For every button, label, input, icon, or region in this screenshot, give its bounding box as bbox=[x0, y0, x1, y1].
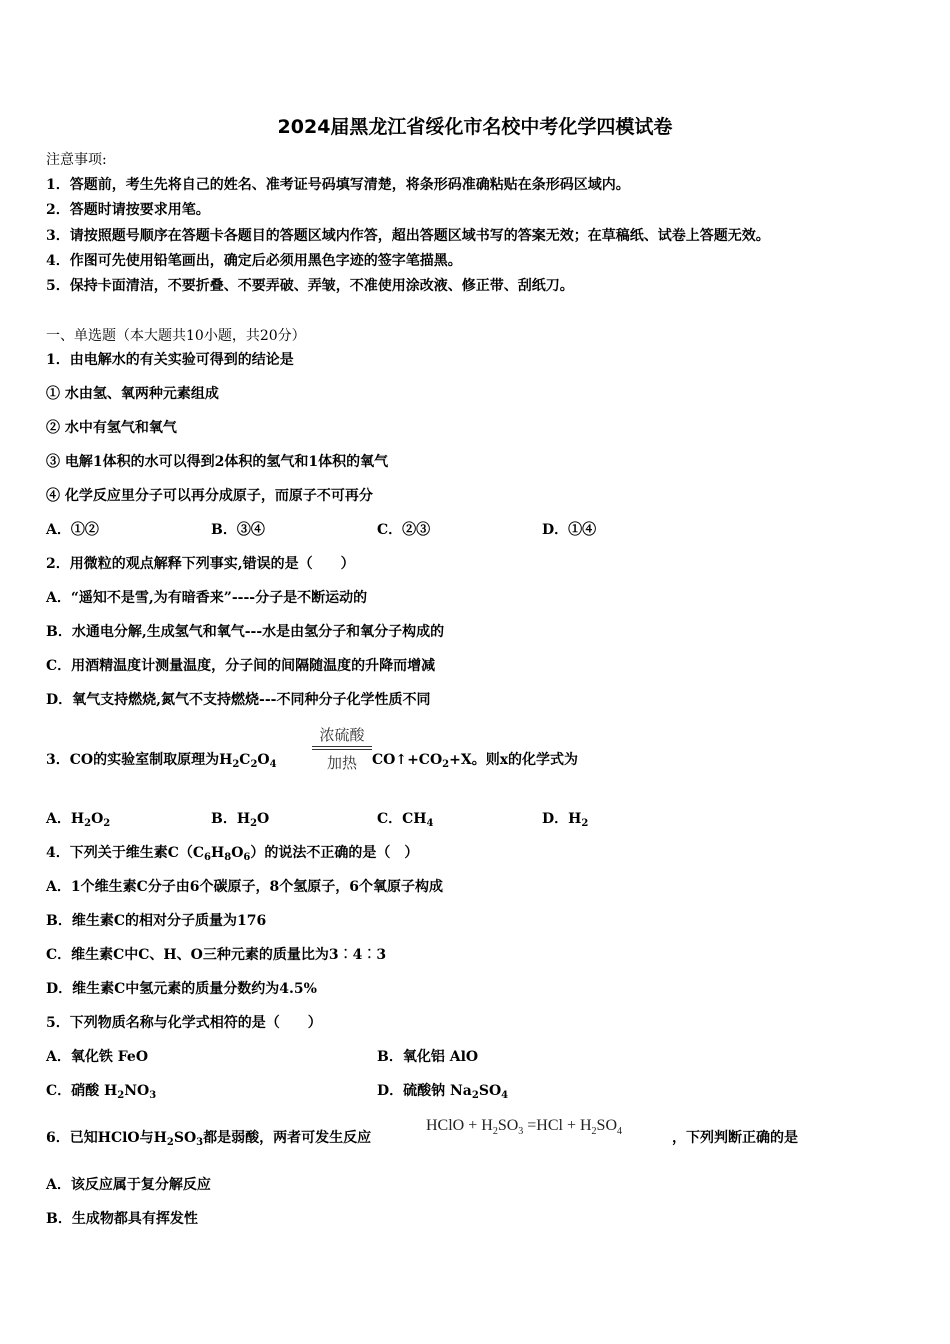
stem-text: 3．CO的实验室制取原理为H bbox=[46, 752, 233, 768]
question-stem-tail: ，下列判断正确的是 bbox=[672, 1130, 798, 1146]
subscript: 2 bbox=[442, 759, 450, 770]
subscript: 2 bbox=[232, 759, 240, 770]
element-symbol: C bbox=[239, 752, 251, 768]
question-stem: 1．由电解水的有关实验可得到的结论是 bbox=[46, 352, 294, 368]
statement: ③ 电解1体积的水可以得到2体积的氢气和1体积的氧气 bbox=[46, 454, 389, 470]
option-d: D．氧气支持燃烧,氮气不支持燃烧---不同种分子化学性质不同 bbox=[46, 692, 431, 708]
question-stem-part bbox=[46, 750, 277, 775]
option-a: A．$H_2O_2$ bbox=[46, 811, 111, 829]
option-b: B．氧化铝 AlO bbox=[377, 1049, 479, 1065]
option-b: B．③④ bbox=[211, 522, 265, 538]
page-title: 2024届黑龙江省绥化市名校中考化学四模试卷 bbox=[277, 116, 673, 138]
option-a: A．1个维生素C分子由6个碳原子，8个氢原子，6个氧原子构成 bbox=[46, 879, 443, 895]
element-symbol: O bbox=[257, 752, 270, 768]
option-a: A．“遥知不是雪,为有暗香来”----分子是不断运动的 bbox=[46, 590, 368, 606]
option-d: D．维生素C中氢元素的质量分数约为4.5% bbox=[46, 981, 317, 997]
condition-top: 浓硫酸 bbox=[312, 724, 372, 747]
question-stem: 2．用微粒的观点解释下列事实,错误的是（ ） bbox=[46, 556, 355, 572]
question-stem: 6．已知HClO与$H_2SO_3$都是弱酸，两者可发生反应 bbox=[46, 1130, 372, 1148]
question-stem-part bbox=[372, 750, 578, 775]
stem-text: CO↑+CO bbox=[372, 752, 443, 768]
statement: ④ 化学反应里分子可以再分成原子，而原子不可再分 bbox=[46, 488, 373, 504]
option-b: B．生成物都具有挥发性 bbox=[46, 1211, 198, 1227]
notice-item: 5．保持卡面清洁，不要折叠、不要弄破、弄皱，不准使用涂改液、修正带、刮纸刀。 bbox=[46, 278, 574, 294]
stem-text: +X。则x的化学式为 bbox=[449, 752, 579, 768]
statement: ② 水中有氢气和氧气 bbox=[46, 420, 177, 436]
notice-item: 2．答题时请按要求用笔。 bbox=[46, 202, 210, 218]
option-c: C．硝酸 $H_2NO_3$ bbox=[46, 1083, 157, 1101]
question-stem: 4．下列关于维生素$C(C_6H_8O_6)$的说法不正确的是（ ） bbox=[46, 845, 419, 863]
option-a: A．氧化铁 FeO bbox=[46, 1049, 149, 1065]
option-b: B．$H_2O$ bbox=[211, 811, 270, 829]
notice-heading: 注意事项: bbox=[46, 152, 107, 168]
option-a: A．该反应属于复分解反应 bbox=[46, 1177, 211, 1193]
reaction-condition bbox=[312, 724, 372, 773]
option-d: D．$H_2$ bbox=[542, 811, 589, 829]
reaction-equation: HClO + $H_2SO_3 =HCl + H_2SO_4$ bbox=[426, 1117, 622, 1137]
option-d: D．硫酸钠 $Na_2SO_4$ bbox=[377, 1083, 509, 1101]
subscript: 4 bbox=[269, 759, 277, 770]
notice-item: 4．作图可先使用铅笔画出，确定后必须用黑色字迹的签字笔描黑。 bbox=[46, 253, 462, 269]
option-a: A．①② bbox=[46, 522, 99, 538]
option-c: C．②③ bbox=[377, 522, 431, 538]
option-c: C．维生素C中C、H、O三种元素的质量比为3︰4︰3 bbox=[46, 947, 387, 963]
option-b: B．维生素C的相对分子质量为176 bbox=[46, 913, 267, 929]
subscript: 2 bbox=[250, 759, 258, 770]
option-c: C．$CH_4$ bbox=[377, 811, 434, 829]
statement: ① 水由氢、氧两种元素组成 bbox=[46, 386, 219, 402]
option-b: B．水通电分解,生成氢气和氧气---水是由氢分子和氧分子构成的 bbox=[46, 624, 445, 640]
condition-bottom: 加热 bbox=[326, 754, 357, 772]
question-stem: 5．下列物质名称与化学式相符的是（ ） bbox=[46, 1015, 322, 1031]
option-d: D．①④ bbox=[542, 522, 597, 538]
option-c: C．用酒精温度计测量温度，分子间的间隔随温度的升降而增减 bbox=[46, 658, 436, 674]
notice-item: 3．请按照题号顺序在答题卡各题目的答题区域内作答，超出答题区域书写的答案无效；在草稿纸、试卷上答题无效。 bbox=[46, 228, 770, 244]
notice-item: 1．答题前，考生先将自己的姓名、准考证号码填写清楚，将条形码准确粘贴在条形码区域内。 bbox=[46, 177, 630, 193]
section-heading: 一、单选题（本大题共10小题，共20分） bbox=[46, 328, 306, 344]
